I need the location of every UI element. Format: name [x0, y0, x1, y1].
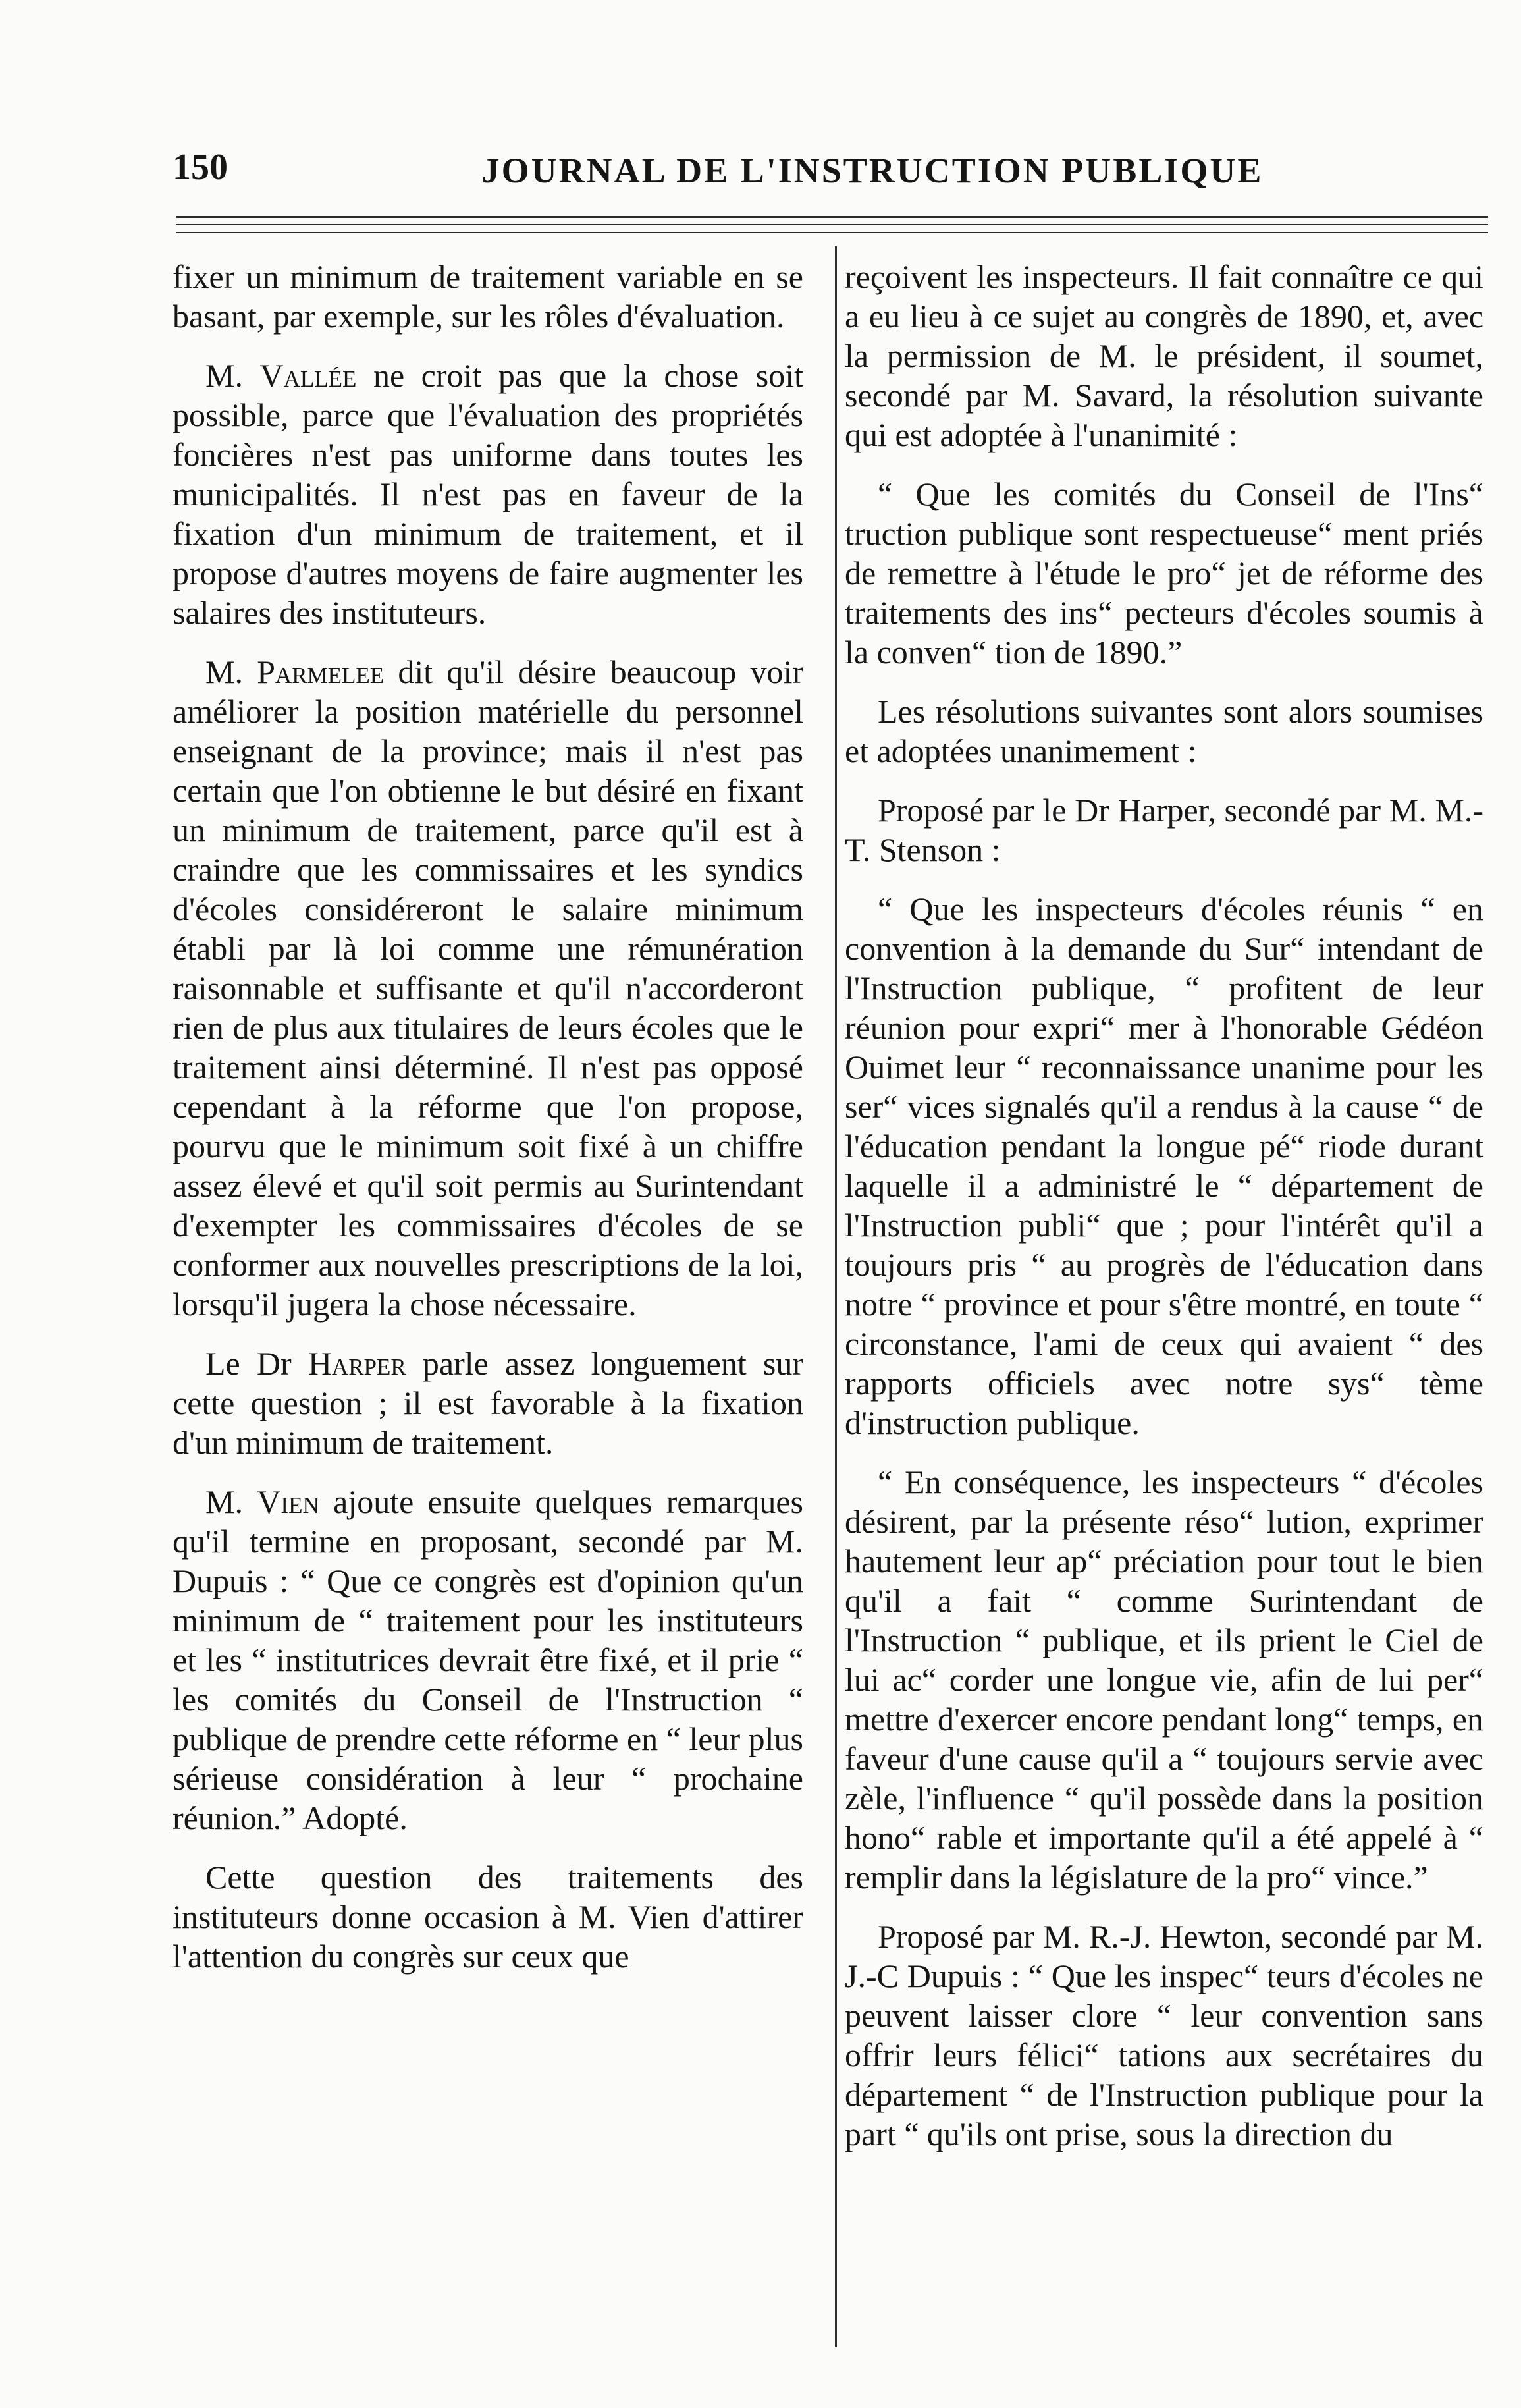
right-column [845, 257, 1483, 2174]
header-rule [176, 224, 1488, 225]
paragraph: Proposé par M. R.-J. Hewton, secondé par M. J.-C Dupuis : “ Que les inspec“ teurs d'écoles ne peuvent laisser clore “ leur convention sans offrir leurs félici“ tations aux secrétaires du département “ de l'Instruction publique pour la part “ qu'ils ont prise, sous la direction du [845, 1918, 1483, 2152]
paragraph-text: dit qu'il désire beaucoup voir améliorer la position matérielle du personnel enseignant de la province; mais il n'est pas certain que l'on obtienne le but désiré en fixant un minimum de traitement, parce qu'il est à craindre que les commissaires et les syndics d'écoles considéreront le salaire minimum établi par là loi comme une rémunération raisonnable et suffisante et qu'il n'accorderont rien de plus aux titulaires de leurs écoles que le traitement ainsi déterminé. Il n'est pas opposé cependant à la réforme que l'on propose, pourvu que le minimum soit fixé à un chiffre assez élevé et qu'il soit permis au Surintendant d'exempter les commissaires d'écoles de se conformer aux nouvelles prescriptions de la loi, lorsqu'il jugera la chose nécessaire. [173, 653, 803, 1323]
paragraph-text: parle assez longuement sur cette question ; il est favorable à la fixation d'un minimum de traitement. [173, 1345, 803, 1461]
paragraph [173, 1344, 803, 1462]
speaker-prefix: M. [205, 653, 257, 690]
header-rule [176, 232, 1488, 233]
paragraph [173, 652, 803, 1324]
quoted-resolution: “ Que les inspecteurs d'écoles réunis “ en convention à la demande du Sur“ intendant de l'Instruction publique, “ profitent de leur réunion pour expri“ mer à l'honorable Gédéon Ouimet leur “ reconnaissance unanime pour les ser“ vices signalés qu'il a rendus à la cause “ de l'éducation pendant la longue pé“ riode durant laquelle il a administré le “ département de l'Instruction publi“ que ; pour l'intérêt qu'il a toujours pris “ au progrès de l'éducation dans notre “ province et pour s'être montré, en toute “ circonstance, l'ami de ceux qui avaient “ des rapports officiels avec notre sys“ tème d'instruction publique. [845, 890, 1483, 1441]
speaker-prefix: Le Dr [205, 1345, 308, 1382]
paragraph [173, 1482, 803, 1838]
speaker-prefix: M. [205, 1483, 257, 1520]
quoted-resolution: “ Que les comités du Conseil de l'Ins“ truction publique sont respectueuse“ ment priés de remettre à l'étude le pro“ jet de réforme des traitements des ins“ pecteurs d'écoles soumis à la conven“ tion de 1890.” [845, 476, 1483, 670]
speaker-name: Vien [257, 1483, 319, 1520]
paragraph: fixer un minimum de traitement variable en se basant, par exemple, sur les rôles d'évaluation. [173, 258, 803, 335]
quoted-resolution: “ En conséquence, les inspecteurs “ d'écoles désirent, par la présente réso“ lution, exprimer hautement leur ap“ préciation pour tout le bien qu'il a fait “ comme Surintendant de l'Instruction “ publique, et ils prient le Ciel de lui ac“ corder une longue vie, afin de lui per“ mettre d'exercer encore pendant long“ temps, en faveur d'une cause qu'il a “ toujours servie avec zèle, l'influence “ qu'il possède dans la position hono“ rable et importante qu'il a été appelé à “ remplir dans la législature de la pro“ vince.” [845, 1464, 1483, 1896]
paragraph: Les résolutions suivantes sont alors soumises et adoptées unanimement : [845, 693, 1483, 769]
paragraph: Cette question des traitements des instituteurs donne occasion à M. Vien d'attirer l'attention du congrès sur ceux que [173, 1859, 803, 1975]
paragraph-text: ajoute ensuite quelques remarques qu'il termine en proposant, secondé par M. Dupuis : “ Que ce congrès est d'opinion qu'un minimum de “ traitement pour les instituteurs et les “ institutrices devrait être fixé, et il prie “ les comités du Conseil de l'Instruction “ publique de prendre cette réforme en “ leur plus sérieuse considération à leur “ prochaine réunion.” Adopté. [173, 1483, 803, 1836]
speaker-name: Parmelee [257, 653, 385, 690]
column-divider [835, 246, 837, 2347]
speaker-name: Harper [307, 1345, 406, 1382]
speaker-prefix: M. [205, 357, 260, 394]
paragraph [173, 356, 803, 632]
running-title: JOURNAL DE L'INSTRUCTION PUBLIQUE [481, 151, 1264, 190]
header-rule [176, 216, 1488, 218]
left-column [173, 257, 803, 1996]
paragraph: reçoivent les inspecteurs. Il fait connaître ce qui a eu lieu à ce sujet au congrès de 1890, et, avec la permission de M. le président, il soumet, secondé par M. Savard, la résolution suivante qui est adoptée à l'unanimité : [845, 258, 1483, 453]
paragraph: Proposé par le Dr Harper, secondé par M. M.-T. Stenson : [845, 792, 1483, 868]
speaker-name: Vallée [259, 357, 357, 394]
page-number: 150 [173, 147, 228, 188]
paragraph-text: ne croit pas que la chose soit possible, parce que l'évaluation des propriétés foncières n'est pas uniforme dans toutes les municipalités. Il n'est pas en faveur de la fixation d'un minimum de traitement, et il propose d'autres moyens de faire augmenter les salaires des instituteurs. [173, 357, 803, 631]
